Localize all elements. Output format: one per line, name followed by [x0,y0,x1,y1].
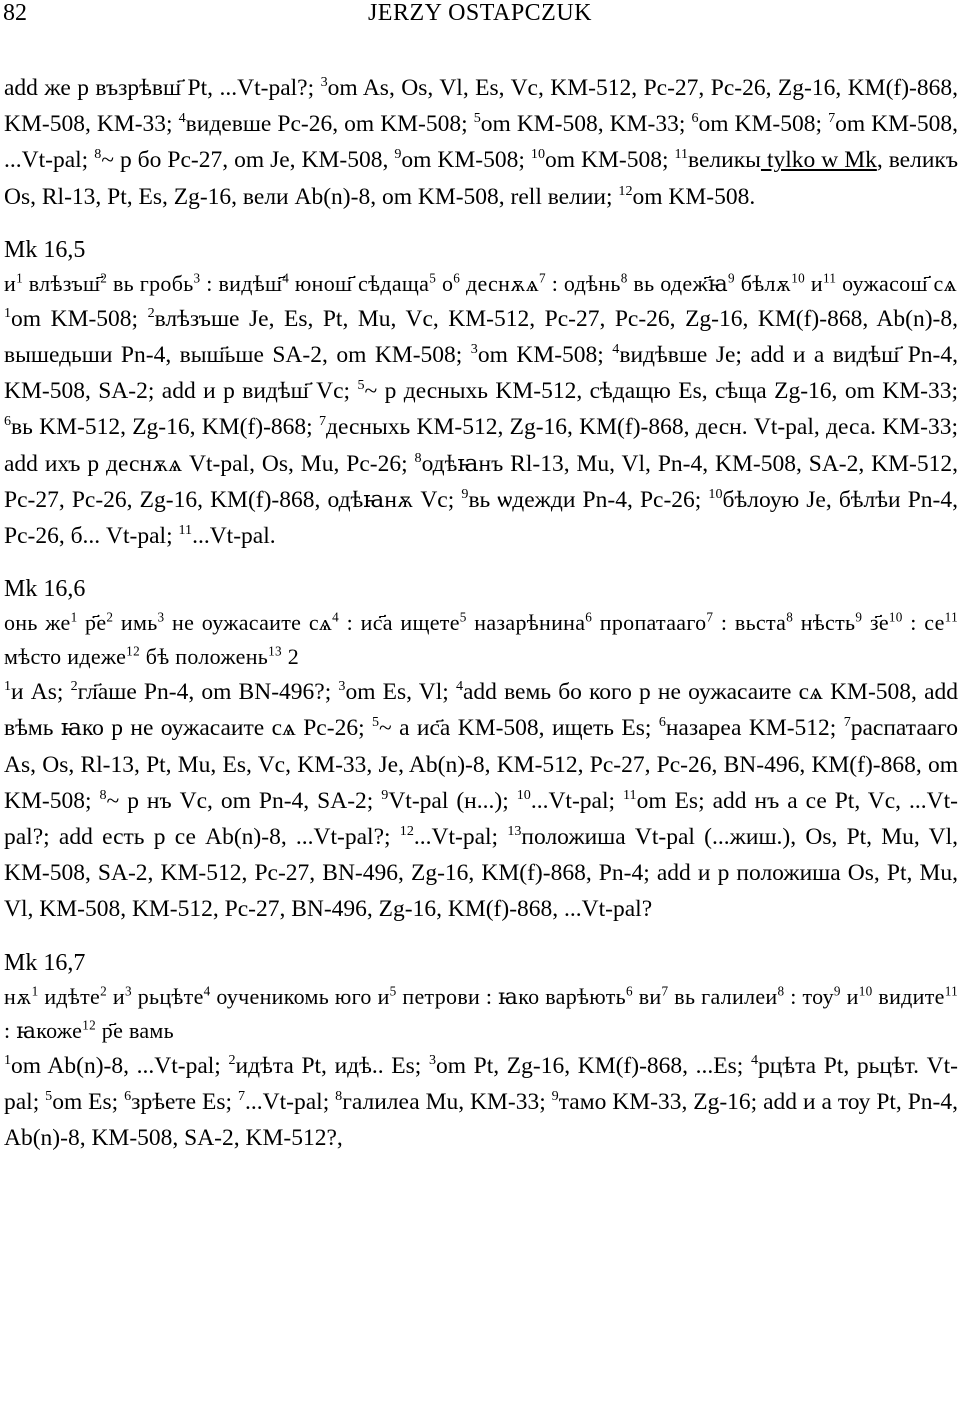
running-title: JERZY OSTAPCZUK [367,0,593,26]
page-body [4,70,958,1156]
apparatus-mk-16-7: $^1$om Ab(n)-8, ...Vt-pal; $^2$идѣта Pt, идѣ.. Es; $^3$om Pt, Zg-16, KM(f)-868, ...Es; $^4$рцѣта Pt, рьцѣт. Vt-pal; $^5$om Es; $^6$зрѣете Es; $^7$...Vt-pal; $^8$галилеа Mu, KM-33; $^9$тамо KM-33, Zg-16; add и а тоу Pt, Pn-4, Ab(n)-8, KM-508, SA-2, KM-512?, [4,1051,959,1152]
verse-text-mk-16-5: $и^1$ влѣзъш҃$^2$ вь гробь$^3$ : видѣш҃$^4$ юнош҃ сѣдаща$^5$ $о^6$ деснѫѧ$^7$ : одѣнь$^8$ вь одеж҃ꙗ$^9$ бѣлѫ$^{10}$ $и^{11}$ оужасош҃ сѧ [4,270,957,296]
page-header [0,0,960,30]
verse-label-mk-16-7: Mk 16,7 [4,949,86,976]
page-number: 82 [3,0,27,26]
apparatus-mk-16-5: $^1$om KM-508; $^2$влѣзъше Je, Es, Pt, Mu, Vc, KM-512, Pc-27, Pc-26, Zg-16, KM(f)-868, Ab(n)-8, вышедьши Pn-4, выш҃ьше SA-2, om KM-508; $^3$om KM-508; $^4$видѣвше Je; add и а видѣш҃ Pn-4, KM-508, SA-2; add и р видѣш҃ Vc; $^5$~ р десныхь KM-512, сѣдащю Es, сѣща Zg-16, om KM-33; $^6$вь KM-512, Zg-16, KM(f)-868; $^7$десныхь KM-512, Zg-16, KM(f)-868, десн. Vt-pal, деса. KM-33; add ихъ р деснѫѧ Vt-pal, Os, Mu, Pc-26; $^8$одѣꙗнъ Rl-13, Mu, Vl, Pn-4, KM-508, SA-2, KM-512, Pc-27, Pc-26, Zg-16, KM(f)-868, одѣꙗнѫ Vc; $^9$вь ѡдежди Pn-4, Pc-26; $^{10}$бѣлоую Je, бѣлѣи Pn-4, Pc-26, б... Vt-pal; $^{11}$...Vt-pal. [4,304,959,550]
verse-text-mk-16-6: онь $же^1$ $р҃е^2$ имь$^3$ не оужасаите $сѧ^4$ : ис҃а ищете$^5$ назарѣнина$^6$ пропатааго$^7$ : вьста$^8$ нѣсть$^9$ $з҃е^{10}$ : $се^{11}$ мѣсто идеже$^{12}$ бѣ положень$^{13}$ 2 [4,609,958,670]
apparatus-mk-16-4: add же р възрѣвш҃ Pt, ...Vt-pal?; $^3$om As, Os, Vl, Es, Vc, KM-512, Pc-27, Pc-26, Zg-16, KM(f)-868, KM-508, KM-33; $^4$видевше Pc-26, om KM-508; $^5$om KM-508, KM-33; $^6$om KM-508; $^7$om KM-508, ...Vt-pal; $^8$~ р бо Pc-27, om Je, KM-508, $^9$om KM-508; $^{10}$om KM-508; $^{11}$великы tylko w Mk, великъ Os, Rl-13, Pt, Es, Zg-16, вели Ab(n)-8, om KM-508, rell велии; $^{12}$om KM-508. [4,74,958,210]
verse-label-mk-16-6: Mk 16,6 [4,576,86,603]
verse-label-mk-16-5: Mk 16,5 [4,236,86,263]
verse-text-mk-16-7: $нѫ^1$ идѣте$^2$ $и^3$ рьцѣте$^4$ оученикомь юго $и^5$ петрови : ꙗко варѣють$^6$ $ви^7$ вь галилеи$^8$ : тоу$^9$ $и^{10}$ видите$^{11}$ : ꙗкоже$^{12}$ р҃е вамь [4,983,959,1043]
apparatus-mk-16-6: $^1$и As; $^2$гл҃аше Pn-4, om BN-496?; $^3$om Es, Vl; $^4$add вемь бо кого р не оужасаите сѧ KM-508, add вѣмь ꙗко р не оужасаите сѧ Pc-26; $^5$~ а ис҃а KM-508, ищеть Es; $^6$назареа KM-512; $^7$распатааго As, Os, Rl-13, Pt, Mu, Es, Vc, KM-33, Je, Ab(n)-8, KM-512, Pc-27, Pc-26, BN-496, KM(f)-868, om KM-508; $^8$~ р нъ Vc, om Pn-4, SA-2; $^9$Vt-pal (н...); $^{10}$...Vt-pal; $^{11}$om Es; add нъ а се Pt, Vc, ...Vt-pal?; add есть р се Ab(n)-8, ...Vt-pal?; $^{12}$...Vt-pal; $^{13}$положиша Vt-pal (...жиш.), Os, Pt, Mu, Vl, KM-508, SA-2, KM-512, Pc-27, BN-496, Zg-16, KM(f)-868, Pn-4; add и р положиша Os, Pt, Mu, Vl, KM-508, KM-512, Pc-27, BN-496, Zg-16, KM(f)-868, ...Vt-pal? [4,678,959,923]
